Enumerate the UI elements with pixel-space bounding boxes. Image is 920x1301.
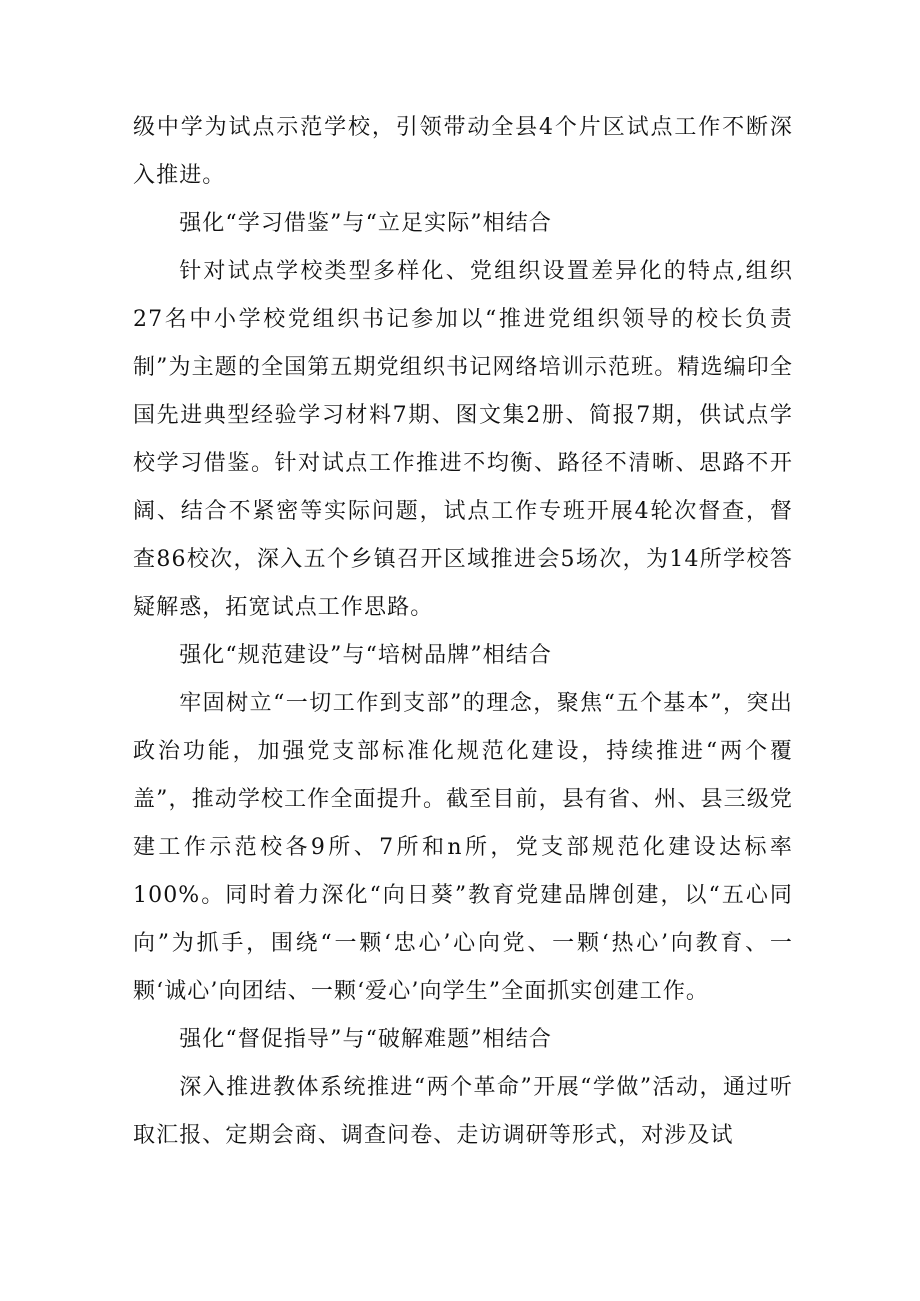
paragraph-standards: 牢固树立“一切工作到支部”的理念，聚焦“五个基本”，突出政治功能，加强党支部标准化规范化建设，持续推进“两个覆盖”，推动学校工作全面提升。截至目前，县有省、州、县三级党建工作示范校各9所、7所和n所，党支部规范化建设达标率100%。同时着力深化“向日葵”教育党建品牌创建，以“五心同向”为抓手，围绕“一颗‘忠心’心向党、一颗‘热心’向教育、一颗‘诚心’向团结、一颗‘爱心’向学生”全面抓实创建工作。	[133, 691, 793, 1004]
section-heading-supervision: 强化“督促指导”与“破解难题”相结合	[179, 1027, 552, 1052]
paragraph-supervision: 深入推进教体系统推进“两个革命”开展“学做”活动，通过听取汇报、定期会商、调查问卷、走访调研等形式，对涉及试	[133, 1075, 793, 1148]
paragraph-learning: 针对试点学校类型多样化、党组织设置差异化的特点,组织27名中小学校党组织书记参加以“推进党组织领导的校长负责制”为主题的全国第五期党组织书记网络培训示范班。精选编印全国先进典型经验学习材料7期、图文集2册、简报7期，供试点学校学习借鉴。针对试点工作推进不均衡、路径不清晰、思路不开阔、结合不紧密等实际问题，试点工作专班开展4轮次督查，督查86校次，深入五个乡镇召开区域推进会5场次，为14所学校答疑解惑，拓宽试点工作思路。	[133, 259, 793, 620]
section-heading-standards: 强化“规范建设”与“培树品牌”相结合	[179, 643, 552, 668]
section-heading-learning: 强化“学习借鉴”与“立足实际”相结合	[179, 211, 552, 236]
document-body	[133, 104, 793, 1160]
paragraph-continued: 级中学为试点示范学校，引领带动全县4个片区试点工作不断深入推进。	[133, 115, 793, 188]
